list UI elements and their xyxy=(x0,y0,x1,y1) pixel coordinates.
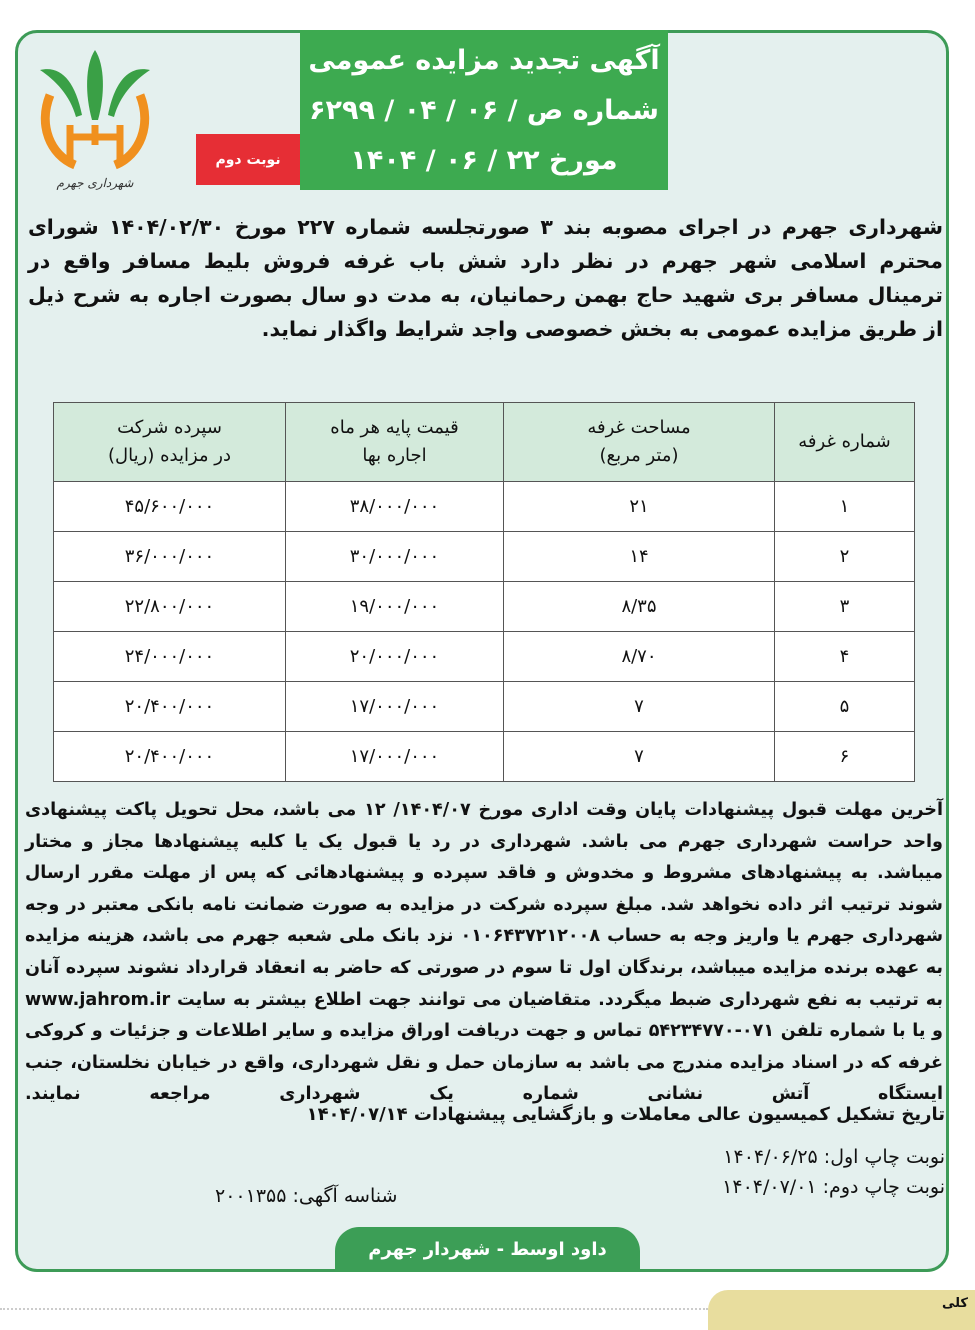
bottom-section-tab xyxy=(708,1290,975,1330)
cell-deposit: ۲۲/۸۰۰/۰۰۰ xyxy=(54,582,286,632)
logo-text: شهرداری جهرم xyxy=(56,176,134,190)
cell-deposit: ۲۰/۴۰۰/۰۰۰ xyxy=(54,682,286,732)
cell-booth-area: ۱۴ xyxy=(504,532,775,582)
cell-booth-number: ۱ xyxy=(775,482,915,532)
table-row xyxy=(54,482,915,532)
table-row xyxy=(54,532,915,582)
header-area: مساحت غرفه (متر مربع) xyxy=(504,403,775,482)
header-booth-number: شماره غرفه xyxy=(775,403,915,482)
ad-number: شماره ص / ۰۶ / ۰۴ / ۶۲۹۹ xyxy=(309,95,659,126)
cell-base-price: ۳۸/۰۰۰/۰۰۰ xyxy=(286,482,504,532)
cell-booth-area: ۸/۳۵ xyxy=(504,582,775,632)
table-header-row xyxy=(54,403,915,482)
bottom-tab-label: کلی xyxy=(941,1296,968,1311)
first-print-date: نوبت چاپ اول: ۱۴۰۴/۰۶/۲۵ xyxy=(723,1146,945,1168)
cell-base-price: ۳۰/۰۰۰/۰۰۰ xyxy=(286,532,504,582)
table-row xyxy=(54,632,915,682)
municipality-logo xyxy=(30,45,160,195)
intro-paragraph: شهرداری جهرم در اجرای مصوبه بند ۳ صورتجلسه شماره ۲۲۷ مورخ ۱۴۰۴/۰۲/۳۰ شورای محترم اسلامی شهر جهرم در نظر دارد شش باب غرفه فروش بلیط مسافر واقع در ترمینال مسافر بری شهید حاج بهمن رحمانیان، به مدت دو سال بصورت اجاره به شرح ذیل از طریق مزایده عمومی به بخش خصوصی واجد شرایط واگذار نماید. xyxy=(28,215,943,341)
ad-date: مورخ ۲۲ / ۰۶ / ۱۴۰۴ xyxy=(350,145,618,176)
cell-base-price: ۱۹/۰۰۰/۰۰۰ xyxy=(286,582,504,632)
cell-booth-number: ۵ xyxy=(775,682,915,732)
cell-booth-area: ۷ xyxy=(504,682,775,732)
second-print-date: نوبت چاپ دوم: ۱۴۰۴/۰۷/۰۱ xyxy=(722,1176,945,1198)
cell-booth-number: ۶ xyxy=(775,732,915,782)
header-base-price: قیمت پایه هر ماه اجاره بها xyxy=(286,403,504,482)
cell-booth-area: ۸/۷۰ xyxy=(504,632,775,682)
title-box xyxy=(300,30,668,190)
cell-booth-area: ۲۱ xyxy=(504,482,775,532)
table-row xyxy=(54,682,915,732)
cell-base-price: ۲۰/۰۰۰/۰۰۰ xyxy=(286,632,504,682)
cell-booth-number: ۴ xyxy=(775,632,915,682)
cell-base-price: ۱۷/۰۰۰/۰۰۰ xyxy=(286,732,504,782)
round-badge: نوبت دوم xyxy=(196,134,300,185)
cell-deposit: ۴۵/۶۰۰/۰۰۰ xyxy=(54,482,286,532)
cell-booth-number: ۲ xyxy=(775,532,915,582)
table-row xyxy=(54,732,915,782)
conditions-paragraph: آخرین مهلت قبول پیشنهادات پایان وقت اداری مورخ ۱۴۰۴/۰۷/ ۱۲ می باشد، محل تحویل پاکت پیشنهادی واحد حراست شهرداری جهرم می باشد. شهرداری در رد یا قبول یک یا کلیه پیشنهادها مجاز و مختار میباشد. به پیشنهادهای مشروط و مخدوش و فاقد سپرده و پیشنهادهائی که پس از مهلت مقرر ارسال شوند ترتیب اثر داده نخواهد شد. مبلغ سپرده شرکت در مزایده به صورت ضمانت نامه بانکی معتبر در وجه شهرداری جهرم یا واریز وجه به حساب ۰۱۰۶۴۳۷۲۱۲۰۰۸ نزد بانک ملی شعبه جهرم می باشد، هزینه مزایده به عهده برنده مزایده میباشد، برندگان اول تا سوم در صورتی که حاضر به انعقاد قرارداد نشوند سپرده آنان به ترتیب به نفع شهرداری ضبط میگردد. متقاضیان می توانند جهت اطلاع بیشتر به سایت www.jahrom.ir و یا با شماره تلفن ۰۷۱-۵۴۲۳۴۷۷۰ تماس و جهت دریافت اوراق مزایده و سایر اطلاعات و جزئیات و کروکی غرفه که در اسناد مزایده مندرج می باشد به سازمان حمل و نقل شهرداری، واقع در خیابان نخلستان، جنب ایستگاه آتش نشانی شماره یک شهرداری مراجعه نمایند. xyxy=(25,800,943,1105)
cell-booth-number: ۳ xyxy=(775,582,915,632)
ad-id: شناسه آگهی: ۲۰۰۱۳۵۵ xyxy=(215,1185,398,1207)
cell-deposit: ۳۶/۰۰۰/۰۰۰ xyxy=(54,532,286,582)
booths-table xyxy=(53,402,915,782)
cell-deposit: ۲۴/۰۰۰/۰۰۰ xyxy=(54,632,286,682)
table-row xyxy=(54,582,915,632)
signer-tab: داود اوسط - شهردار جهرم xyxy=(335,1227,640,1272)
cell-deposit: ۲۰/۴۰۰/۰۰۰ xyxy=(54,732,286,782)
print-dates xyxy=(307,1100,945,1202)
ad-title: آگهی تجدید مزایده عمومی xyxy=(308,45,660,76)
cell-booth-area: ۷ xyxy=(504,732,775,782)
divider xyxy=(0,1308,708,1310)
header-deposit: سپرده شرکت در مزایده (ریال) xyxy=(54,403,286,482)
commission-date: تاریخ تشکیل کمیسیون عالی معاملات و بازگشایی پیشنهادات ۱۴۰۴/۰۷/۱۴ xyxy=(306,1104,945,1125)
cell-base-price: ۱۷/۰۰۰/۰۰۰ xyxy=(286,682,504,732)
